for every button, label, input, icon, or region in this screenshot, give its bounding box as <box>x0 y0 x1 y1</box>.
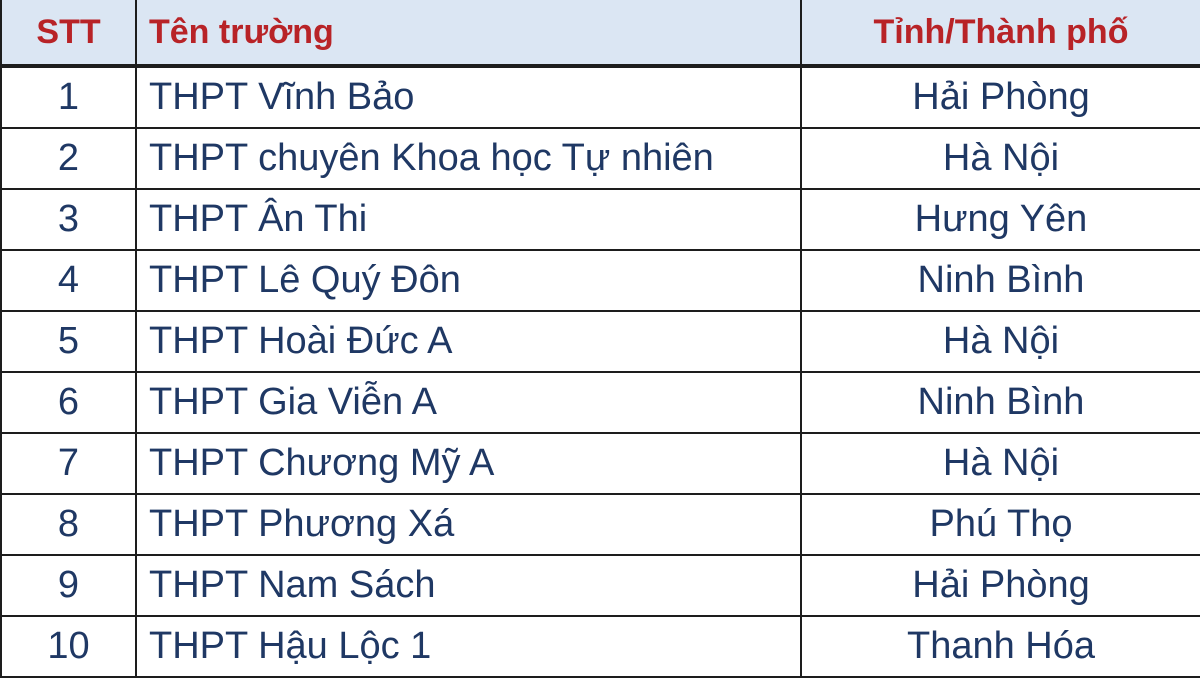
cell-stt: 7 <box>1 433 136 494</box>
cell-province: Phú Thọ <box>801 494 1200 555</box>
table-row <box>1 66 1200 128</box>
cell-school: THPT Hậu Lộc 1 <box>136 616 801 677</box>
cell-province: Thanh Hóa <box>801 616 1200 677</box>
cell-school: THPT Phương Xá <box>136 494 801 555</box>
cell-stt: 4 <box>1 250 136 311</box>
table-row <box>1 128 1200 189</box>
table-row <box>1 433 1200 494</box>
cell-stt: 6 <box>1 372 136 433</box>
cell-school: THPT chuyên Khoa học Tự nhiên <box>136 128 801 189</box>
table-row <box>1 250 1200 311</box>
column-header-province: Tỉnh/Thành phố <box>801 0 1200 66</box>
cell-province: Ninh Bình <box>801 372 1200 433</box>
table-row <box>1 616 1200 677</box>
cell-stt: 8 <box>1 494 136 555</box>
cell-school: THPT Nam Sách <box>136 555 801 616</box>
header-row <box>1 0 1200 66</box>
cell-province: Hà Nội <box>801 433 1200 494</box>
table-row <box>1 555 1200 616</box>
table-row <box>1 311 1200 372</box>
cell-school: THPT Ân Thi <box>136 189 801 250</box>
table-row <box>1 494 1200 555</box>
cell-stt: 3 <box>1 189 136 250</box>
table-row <box>1 189 1200 250</box>
column-header-school: Tên trường <box>136 0 801 66</box>
table-body <box>1 66 1200 677</box>
cell-school: THPT Gia Viễn A <box>136 372 801 433</box>
cell-province: Hưng Yên <box>801 189 1200 250</box>
cell-stt: 5 <box>1 311 136 372</box>
table-row <box>1 372 1200 433</box>
cell-province: Hải Phòng <box>801 555 1200 616</box>
cell-stt: 2 <box>1 128 136 189</box>
cell-school: THPT Lê Quý Đôn <box>136 250 801 311</box>
cell-stt: 10 <box>1 616 136 677</box>
cell-school: THPT Vĩnh Bảo <box>136 66 801 128</box>
cell-stt: 1 <box>1 66 136 128</box>
cell-province: Ninh Bình <box>801 250 1200 311</box>
cell-province: Hà Nội <box>801 128 1200 189</box>
cell-province: Hải Phòng <box>801 66 1200 128</box>
cell-school: THPT Chương Mỹ A <box>136 433 801 494</box>
column-header-stt: STT <box>1 0 136 66</box>
table-header <box>1 0 1200 66</box>
cell-province: Hà Nội <box>801 311 1200 372</box>
cell-school: THPT Hoài Đức A <box>136 311 801 372</box>
cell-stt: 9 <box>1 555 136 616</box>
